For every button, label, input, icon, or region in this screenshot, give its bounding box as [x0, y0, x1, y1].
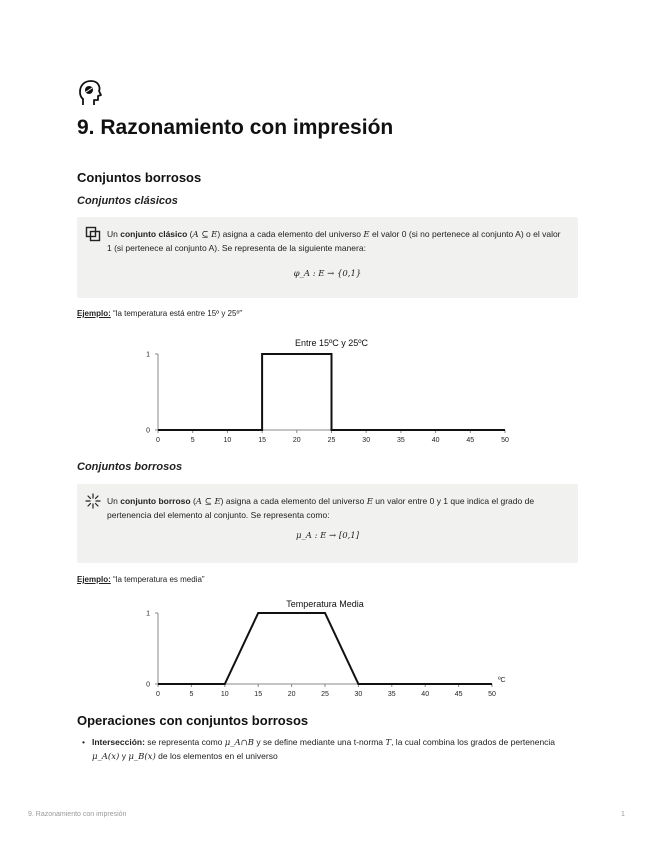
x-tick-label: 35 [387, 691, 396, 698]
sparkle-icon [85, 493, 101, 509]
callout-conjunto-clasico [77, 217, 578, 298]
formula-borroso: μ_A : E → [0,1] [295, 531, 360, 541]
x-tick-label: 20 [292, 437, 301, 444]
x-tick-label: 30 [354, 691, 363, 698]
y-tick-label: 0 [146, 681, 150, 689]
x-tick-label: 25 [327, 437, 336, 444]
callout-conjunto-borroso [77, 484, 578, 563]
footer-page-number: 1 [621, 811, 625, 818]
chart-fuzzy-set [140, 595, 520, 705]
series-line [158, 613, 492, 684]
chart-crisp-set [140, 332, 520, 447]
x-tick-label: 15 [258, 437, 266, 444]
y-tick-label: 0 [146, 427, 150, 435]
callout-text: Un conjunto borroso (A ⊆ E) asigna a cada elemento del universo E un valor entre 0 y 1 que indica el grado de pertenencia del elemento al conjunto. Se representa como: [107, 496, 535, 520]
x-axis-label: ºC [498, 677, 506, 684]
x-tick-label: 15 [254, 691, 263, 698]
x-tick-label: 45 [466, 437, 475, 444]
section-heading-operaciones: Operaciones con conjuntos borrosos [77, 713, 309, 728]
head-idea-icon [77, 78, 103, 108]
series-line [158, 354, 505, 430]
squares-icon [85, 226, 101, 242]
footer-title: 9. Razonamiento con impresión [28, 811, 127, 818]
example-2: Ejemplo: “la temperatura es media” [77, 575, 205, 584]
x-tick-label: 45 [454, 691, 463, 698]
x-tick-label: 25 [321, 691, 329, 698]
x-tick-label: 40 [431, 437, 440, 444]
formula-clasico: φ_A : E → {0,1} [293, 269, 362, 279]
bullet-text: Intersección: se representa como μ_A∩B y se define mediante una t-norma T, la cual combina los grados de pertenencia μ_A(x) y μ_B(x) de los elementos en el universo [92, 737, 556, 762]
chart-title: Entre 15ºC y 25ºC [294, 338, 369, 348]
x-tick-label: 40 [421, 691, 430, 698]
bullet-dot-icon: • [82, 737, 85, 747]
section-heading-conjuntos: Conjuntos borrosos [77, 170, 202, 185]
chart-title: Temperatura Media [286, 599, 364, 609]
x-tick-label: 50 [488, 691, 496, 698]
subheading-conjuntos-clasicos: Conjuntos clásicos [77, 195, 178, 207]
x-tick-label: 30 [362, 437, 371, 444]
y-tick-label: 1 [146, 351, 150, 359]
x-tick-label: 20 [287, 691, 296, 698]
x-tick-label: 5 [189, 691, 194, 698]
x-tick-label: 50 [501, 437, 509, 444]
x-tick-label: 10 [223, 437, 232, 444]
page-title: 9. Razonamiento con impresión [77, 116, 394, 139]
x-tick-label: 0 [156, 691, 160, 698]
callout-text: Un conjunto clásico (A ⊆ E) asigna a cada elemento del universo E el valor 0 (si no pertenece al conjunto A) o el valor 1 (si pertenece al conjunto A). Se representa de la siguiente manera: [107, 229, 561, 253]
subheading-conjuntos-borrosos: Conjuntos borrosos [77, 461, 183, 473]
x-tick-label: 0 [156, 437, 160, 444]
example-1: Ejemplo: “la temperatura está entre 15º y 25º” [77, 309, 243, 318]
x-tick-label: 10 [220, 691, 229, 698]
x-tick-label: 35 [397, 437, 405, 444]
y-tick-label: 1 [146, 610, 150, 618]
x-tick-label: 5 [190, 437, 195, 444]
